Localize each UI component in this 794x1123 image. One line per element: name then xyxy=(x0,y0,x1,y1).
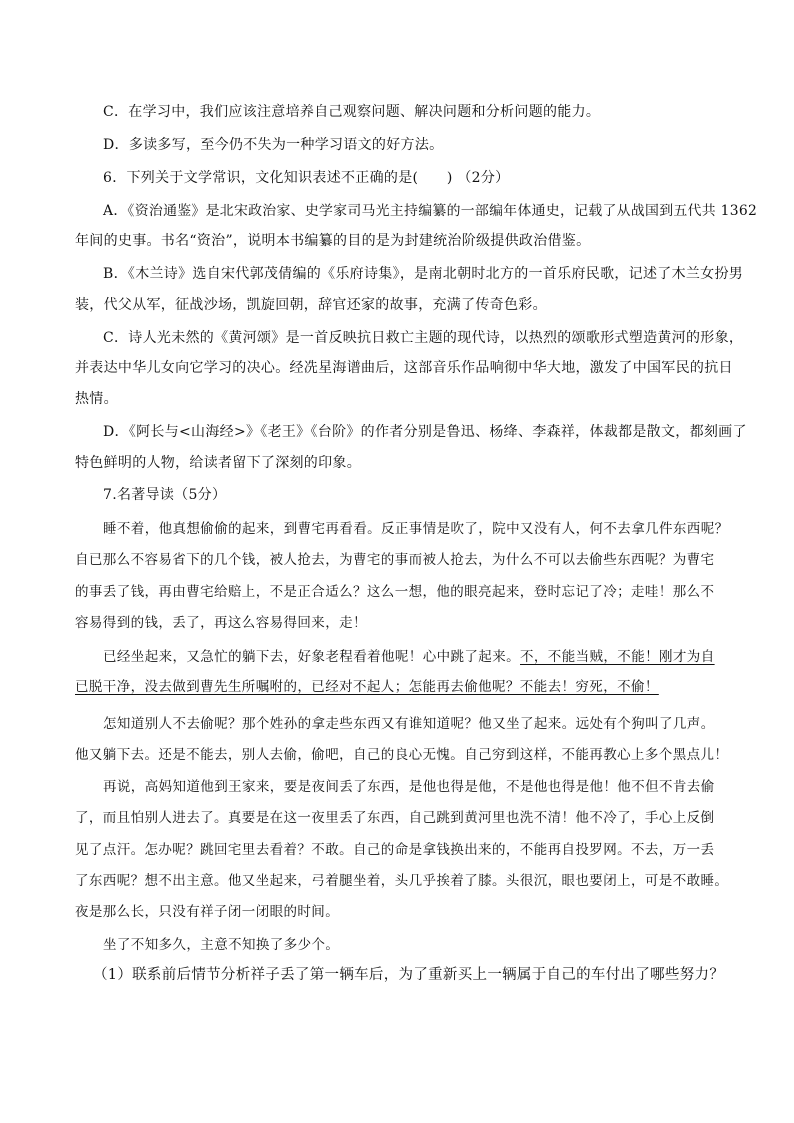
q6-option-c-line2: 并表达中华儿女向它学习的决心。经冼星海谱曲后，这部音乐作品响彻中华大地，激发了中国军民的抗日 xyxy=(75,360,733,376)
passage-p4-line2: 了，而且怕别人进去了。真要是在这一夜里丢了东西，自己跳到黄河里也洗不清！他不冷了，手心上反倒 xyxy=(75,810,715,826)
q5-option-d: D．多读多写，至今仍不失为一种学习语文的好方法。 xyxy=(103,137,444,153)
q6-option-b-line1: B．《木兰诗》选自宋代郭茂倩编的《乐府诗集》，是南北朝时北方的一首乐府民歌，记述了木兰女扮男 xyxy=(103,266,744,282)
passage-p4-line4: 了东西呢？想不出主意。他又坐起来，弓着腿坐着，头几乎挨着了膝。头很沉，眼也要闭上，可是不敢睡。 xyxy=(75,873,729,889)
passage-p3-line2: 他又躺下去。还是不能去，别人去偷，偷吧，自己的良心无愧。自己穷到这样，不能再教心上多个黑点儿！ xyxy=(75,747,729,763)
q6-option-a-line2: 年间的史事。书名“资治”，说明本书编纂的目的是为封建统治阶级提供政治借鉴。 xyxy=(75,233,591,249)
q6-stem: 6．下列关于文学常识，文化知识表述不正确的是( ) （2分） xyxy=(103,170,510,186)
passage-p1-line4: 容易得到的钱，丢了，再这么容易得回来，走！ xyxy=(75,615,367,631)
passage-p1-line1: 睡不着，他真想偷偷的起来，到曹宅再看看。反正事情是吹了，院中又没有人，何不去拿几件东西呢？ xyxy=(103,521,729,537)
q6-option-c-line1: C．诗人光未然的《黄河颂》是一首反映抗日救亡主题的现代诗，以热烈的颂歌形式塑造黄河的形象， xyxy=(103,330,744,346)
passage-p2-line1 xyxy=(103,645,715,665)
passage-p1-line3: 的事丢了钱，再由曹宅给赔上，不是正合适么？这么一想，他的眼亮起来，登时忘记了冷；走哇！那么不 xyxy=(75,584,715,600)
passage-p2-plain: 已经坐起来，又急忙的躺下去，好象老程看着他呢！心中跳了起来。 xyxy=(103,649,520,665)
q6-option-c-line3: 热情。 xyxy=(75,391,118,407)
passage-p2-underlined-2: 已脱干净，没去做到曹先生所嘱咐的，已经对不起人；怎能再去偷他呢？不能去！穷死，不偷！ xyxy=(75,679,659,695)
passage-p5: 坐了不知多久，主意不知换了多少个。 xyxy=(103,937,340,953)
q6-option-a-line1: A．《资治通鉴》是北宋政治家、史学家司马光主持编纂的一部编年体通史，记载了从战国到五代共 1362 xyxy=(103,203,758,219)
q6-option-d-line2: 特色鲜明的人物，给读者留下了深刻的印象。 xyxy=(75,455,361,471)
q7-subquestion-1: （1）联系前后情节分析祥子丢了第一辆车后，为了重新买上一辆属于自己的车付出了哪些努力？ xyxy=(93,967,725,983)
q6-option-b-line2: 装，代父从军，征战沙场，凯旋回朝，辞官还家的故事，充满了传奇色彩。 xyxy=(75,297,547,313)
q7-heading: 7.名著导读（5分） xyxy=(103,487,227,503)
passage-p3-line1: 怎知道别人不去偷呢？那个姓孙的拿走些东西又有谁知道呢？他又坐了起来。远处有个狗叫了几声。 xyxy=(103,716,715,732)
q6-option-d-line1: D．《阿长与<山海经>》《老王》《台阶》的作者分别是鲁迅、杨绛、李森祥，体裁都是散文，都刻画了 xyxy=(103,424,747,440)
passage-p4-line3: 见了点汗。怎办呢？跳回宅里去看着？不敢。自己的命是拿钱换出来的，不能再自投罗网。不去，万一丢 xyxy=(75,842,715,858)
passage-p4-line5: 夜是那么长，只没有祥子闭一闭眼的时间。 xyxy=(75,904,340,920)
q5-option-c: C．在学习中，我们应该注意培养自己观察问题、解决问题和分析问题的能力。 xyxy=(103,104,601,120)
passage-p1-line2: 自已那么不容易省下的几个钱，被人抢去，为曹宅的事而被人抢去，为什么不可以去偷些东西呢？为曹宅 xyxy=(75,552,715,568)
passage-p2-underlined-1: 不，不能当贼，不能！刚才为自 xyxy=(520,649,715,665)
passage-p4-line1: 再说，高妈知道他到王家来，要是夜间丢了东西，是他也得是他，不是他也得是他！他不但不肯去偷 xyxy=(103,779,715,795)
